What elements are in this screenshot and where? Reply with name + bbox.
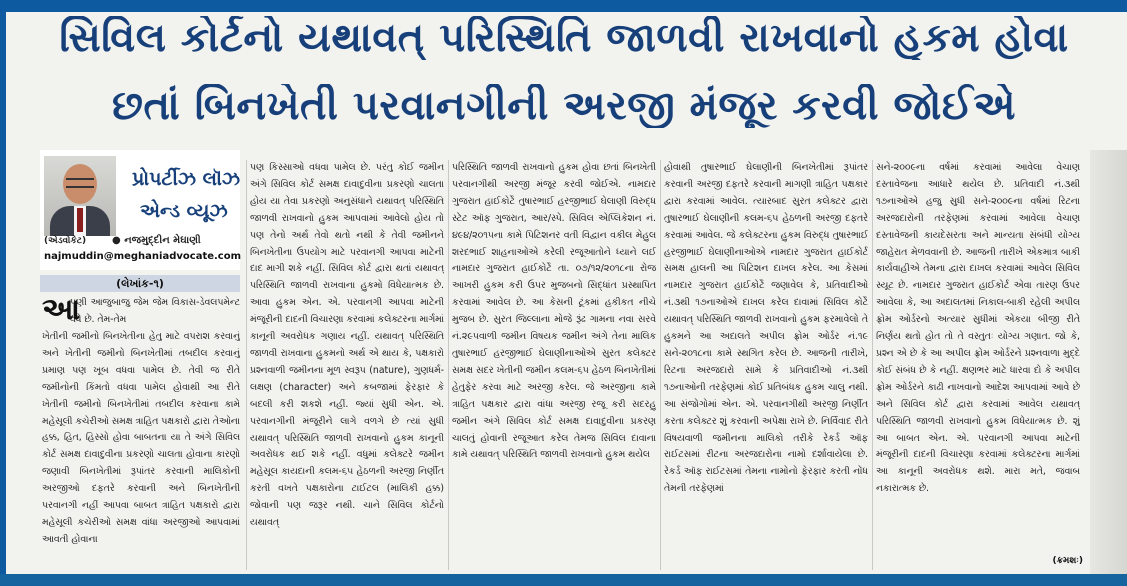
column-divider	[246, 160, 247, 570]
top-border	[0, 0, 1127, 12]
column-divider	[660, 160, 661, 570]
headline-line-2: છતાં બિનખેતી પરવાનગીની અરજી મંજૂર કરવી જોઈએ	[112, 84, 1016, 128]
author-name: ● નજમુદ્દીન મેઘાણી	[112, 235, 201, 246]
paragraph: સને-૨૦૦૯ના વર્ષમાં કરવામાં આવેલા વેચાણ દસ્તાવેજના આધારે થયેલ છે. પ્રતિવાદી નં.૩થી ૧૭નાઓએ હજુ સુધી સને-૨૦૦૯ના વર્ષમાં રિટના અરજદારોની તરફેણમાં કરવામાં આવેલા વેચાણ દસ્તાવેજની કાયદેસરતા અને માન્યતા સંબંધી યોગ્ય જાહેરાત મેળવવાની છે. આજની તારીખે એકમાત્ર બાકી કાર્યવાહીએ તેમના દ્વારા દાખલ કરવામાં આવેલ સિવિલ સ્યૂટ છે. નામદાર ગુજરાત હાઈકોર્ટ એવા તારણ ઉપર આવેલા કે, આ અદાલતમાં નિકાલ-બાકી રહેલી અપીલ ફ્રોમ ઓર્ડરનો અત્યાર સુધીમાં એકયા બીજી રીતે નિર્ણય થતો હોત તો તે વસ્તુતઃ યોગ્ય ગણાત. જો કે, પ્રશ્ન એ છે કે આ અપીલ ફ્રોમ ઓર્ડરને પ્રશ્નવાળા મુદ્દે કોઈ સંબંધ છે કે નહીં. ક્ષણભર માટે ધારવા દો કે અપીલ ફ્રોમ ઓર્ડરને કાઢી નાખવાનો આદેશ આપવામાં આવે છે અને સિવિલ કોર્ટ દ્વારા કરવામાં આવેલ યથાવત્ પરિસ્થિતિ જાળવી રાખવાનો હુકમ વિધેયાત્મક છે. શું આ બાબત એન. એ. પરવાનગી આપવા માટેની મંજૂરીની દાદની વિચારણા કરવામાં કલેક્ટરના માર્ગમાં આ કાનૂની અવરોધક થશે. મારા મતે, જવાબ નકારાત્મક છે.	[876, 162, 1080, 495]
body-column-5	[876, 160, 1080, 573]
article-number: (લેખાંક-૧)	[40, 275, 240, 292]
headline-line-1: સિવિલ કોર્ટનો યથાવત્ પરિસ્થિતિ જાળવી રાખવાનો હુકમ હોવા	[59, 16, 1069, 60]
body-column-1-intro	[70, 295, 240, 329]
author-photo	[44, 156, 116, 236]
photo-tie	[77, 208, 83, 232]
page-edge	[1090, 150, 1127, 574]
author-email: najmuddin@meghaniadvocate.com	[44, 251, 242, 262]
column-divider	[448, 160, 449, 570]
body-column-1	[42, 329, 240, 573]
body-column-4	[664, 160, 868, 573]
drop-cap: આ	[42, 292, 81, 327]
photo-glasses	[66, 178, 94, 188]
bottom-border	[0, 574, 1127, 586]
column-title-line-2: એન્ડ વ્યૂઝ	[140, 200, 228, 222]
column-divider	[872, 160, 873, 570]
paragraph: પણ કિસ્સાઓ વધવા પામેલ છે. પરંતુ કોઈ જમીન અંગે સિવિલ કોર્ટ સમક્ષ દાવાદુવીના પ્રકરણો ચાલતા હોય યા તેવા પ્રકરણો અનુસંધાને યથાવત્ પરિસ્થિતિ જાળવી રાખવાનો હુકમ આપવામાં આવેલો હોય તો પણ તેનો અર્થ તેવો થતો નથી કે તેવી જમીનને બિનખેતીના ઉપયોગ માટે પરવાનગી આપવા માટેની દાદ માગી શકે નહીં. સિવિલ કોર્ટ દ્વારા થતાં યથાવત્ પરિસ્થિતિ જાળવી રાખવાના હુકમો વિધેયાત્મક છે. આવા હુકમ એન. એ. પરવાનગી આપવા માટેની મંજૂરીની દાદની વિચારણા કરવામાં કલેક્ટરના માર્ગમાં કાનૂની અવરોધક ગણાય નહીં. યથાવત્ પરિસ્થિતિ જાળવી રાખવાના હુકમનો અર્થ એ થાય કે, પક્ષકારો પ્રશ્નવાળી જમીનના મૂળ સ્વરૂપ (nature), ગુણધર્મ-લક્ષણ (character) અને કબજામાં ફેરફાર કે બદલી કરી શકશે નહીં. જ્યાં સુધી એન. એ. પરવાનગીની મંજૂરીને લાગે વળગે છે ત્યાં સુધી યથાવત્ પરિસ્થિતિ જાળવી રાખવાનો હુકમ કાનૂની અવરોધક થઈ શકે નહીં. વધુમાં કલેક્ટરે જમીન મહેસૂલ કાયદાની કલમ-૬૫ હેઠળની અરજી નિર્ણીત કરતી વખતે પક્ષકારોના ટાઈટલ (માલિકી હક્ક) જોવાની પણ જરૂર નથી. ચાને સિવિલ કોર્ટનો યથાવત્	[250, 162, 444, 529]
left-border	[0, 0, 6, 586]
body-column-3	[452, 160, 656, 573]
author-role: (એડવોકેટ)	[44, 236, 87, 246]
body-column-2	[250, 160, 444, 573]
paragraph: પરિસ્થિતિ જાળવી રાખવાનો હુકમ હોવા છતાં બિનખેતી પરવાનગીથી અરજી મંજૂર કરવી જોઈએ. નામદાર ગુજરાત હાઈકોર્ટે તુષારભાઈ હરજીભાઈ ઘેલાણી વિરુદ્ધ સ્ટેટ ઑફ ગુજરાત, આર/સ્પે. સિવિલ એપ્લિકેશન નં. ૪૯૪/૨૦૧૫ના કામે પિટિશનર વતી વિદ્વાન વકીલ મેહુલ શરદભાઈ શાહનાઓએ કરેલી રજૂઆતોને ધ્યાને લઈ નામદાર ગુજરાત હાઈકોર્ટે તા. ૦૭/૧૨/૨૦૧૮ના રોજ આખરી હુકમ કરી ઉપર મુજબનો સિદ્ધાંત પ્રસ્થાપિત કરવામાં આવેલ છે. આ કેસની ટૂંકમાં હકીકત નીચે મુજબ છે. સુરત જિલ્લાના મોજે રૂંઢ ગામના નવા સરવે નં.૨૯૫વાળી જમીન વિષયક જમીન અંગે તેના માલિક તુષારભાઈ હરજીભાઈ ઘેલાણીનાઓએ સુરત કલેક્ટર સમક્ષ સદર ખેતીની જમીન કલમ-૬૫ હેઠળ બિનખેતીમાં હેતુફેર કરવા માટે અરજી કરેલ. જે અરજીના કામે ત્રાહિત પક્ષકાર દ્વારા વાંધા અરજી રજૂ કરી સદરહુ જમીન અંગે સિવિલ કોર્ટ સમક્ષ દાવાદુવીના પ્રકરણ ચાલતું હોવાની રજૂઆત કરેલ તેમજ સિવિલ દાવાના કામે યથાવત્ પરિસ્થિતિ જાળવી રાખવાનો હુકમ થયેલ	[452, 162, 656, 461]
paragraph: ખેતીની જમીનો બિનખેતીના હેતુ માટે વપરાશ કરવાનું અને ખેતીની જમીનો બિનખેતીમાં તબદીલ કરવાનું પ્રમાણ પણ ખૂબ વધવા પામેલ છે. તેવી જ રીતે જમીનોની કિંમતો વધવા પામેલ હોવાથી આ રીતે ખેતીની જમીનો બિનખેતીમાં તબદીલ કરવાના કામે મહેસૂલી કચેરીઓ સમક્ષ ત્રાહિત પક્ષકારો દ્વારા તેઓના હક્ક, હિત, હિસ્સો હોવા બાબતના યા તે અંગે સિવિલ કોર્ટ સમક્ષ દાવાદુવીના પ્રકરણો ચાલતા હોવાના કારણો જણાવી બિનખેતીમાં રૂપાંતર કરવાની માલિકોની અરજીઓ દફતરે કરવાની અને બિનખેતીની પરવાનગી નહીં આપવા બાબત ત્રાહિત પક્ષકારો દ્વારા મહેસૂલી કચેરીઓ સમક્ષ વાંધા અરજીઓ આપવામાં આવતી હોવાના	[42, 331, 240, 545]
paragraph: પણી આજુબાજુ જેમ જેમ વિકાસ-ડેવલપમેન્ટ વધે છે. તેમ-તેમ	[70, 297, 240, 325]
paragraph: હોવાથી તુષારભાઈ ઘેલાણીની બિનખેતીમાં રૂપાંતર કરવાની અરજી દફતરે કરવાની માગણી ત્રાહિત પક્ષકાર દ્વારા કરવામાં આવેલ. ત્યારબાદ સુરત કલેક્ટર દ્વારા તુષારભાઈ ઘેલાણીની કલમ-૬૫ હેઠળની અરજી દફતરે કરવામાં આવેલ. જે કલેક્ટરના હુકમ વિરુદ્ધ તુષારભાઈ હરજીભાઈ ઘેલાણીનાઓએ નામદાર ગુજરાત હાઈકોર્ટ સમક્ષ હાલની આ પિટિશન દાખલ કરેલ. આ કેસમાં નામદાર ગુજરાત હાઈકોર્ટે જણાવેલ કે, પ્રતિવાદીઓ નં.૩થી ૧૭નાઓએ દાખલ કરેલ દાવામાં સિવિલ કોર્ટે યથાવત્ પરિસ્થિતિ જાળવી રાખવાનો હુકમ ફરમાવેલો તે હુકમને આ અદાલતે અપીલ ફ્રોમ ઓર્ડર નં.૧૯ સને-૨૦૧૮ના કામે સ્થગિત કરેલ છે. આજની તારીખે, રિટના અરજદારો સામે કે પ્રતિવાદીઓ નં.૩થી ૧૭નાઓની તરફેણમાં કોઈ પ્રતિબંધક હુકમ ચાલુ નથી. આ સંજોગોમાં એન. એ. પરવાનગીથી અરજી નિર્ણીત કરતા કલેક્ટર શું કરવાની અપેક્ષા રાખે છે. નિર્વિવાદ રીતે વિષયવાળી જમીનના માલિકો તરીકે રેકર્ડ ઑફ રાઈટસમાં રીટના અરજદારોના નામો દર્શાવાયેલા છે. રેકર્ડ ઑફ રાઈટસમાં તેમના નામોનો ફેરફાર કરતી નોંધ તેમની તરફેણમાં	[664, 162, 868, 495]
column-title-line-1: પ્રોપર્ટીઝ લૉઝ	[132, 168, 241, 190]
continued-marker: (ક્રમશઃ)	[1052, 556, 1083, 566]
